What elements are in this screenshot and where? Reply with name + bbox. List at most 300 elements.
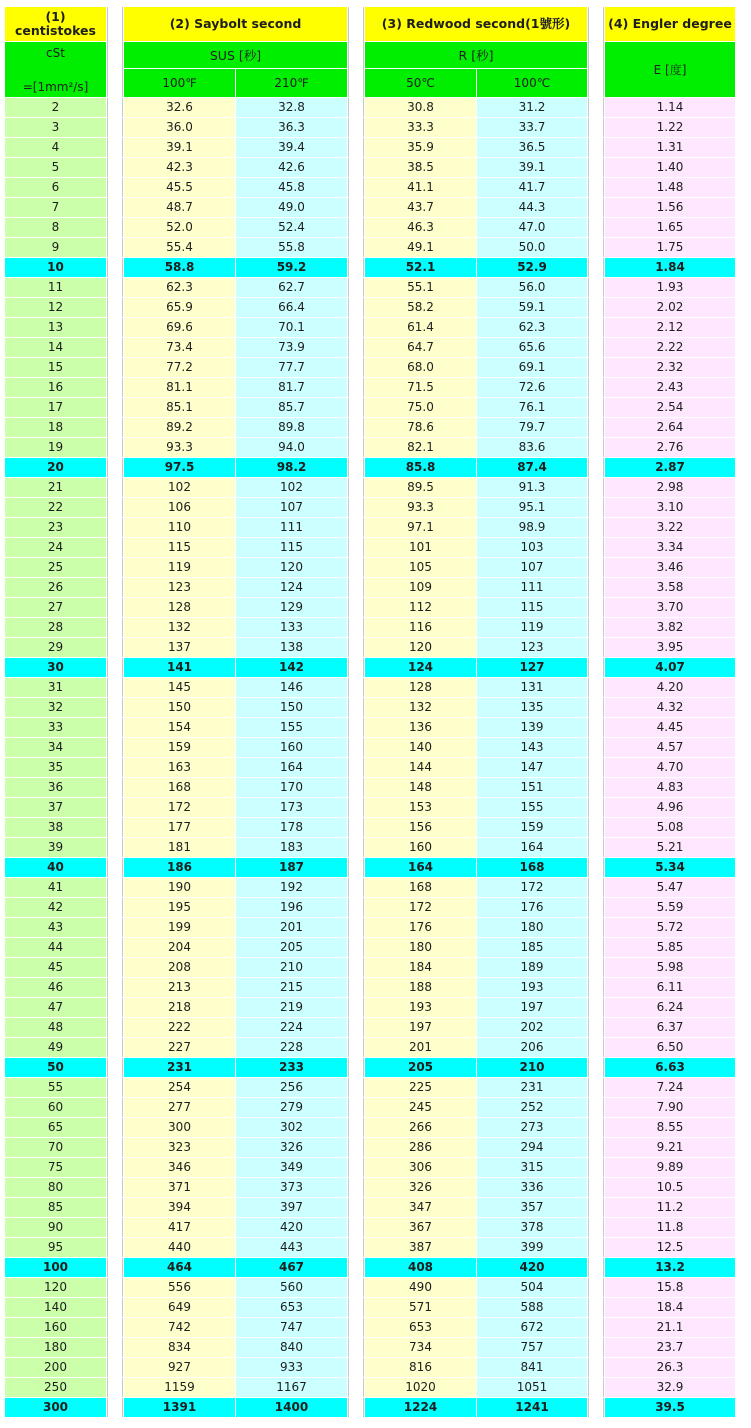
table-row: [5, 1258, 735, 1277]
cell-redwood-100c: 420: [477, 1258, 587, 1277]
cell-redwood-50c: 105: [365, 558, 476, 577]
column-separator: [588, 1038, 604, 1057]
cell-saybolt-210f: 183: [236, 838, 347, 857]
cell-redwood-100c: 135: [477, 698, 587, 717]
cell-redwood-50c: 408: [365, 1258, 476, 1277]
cell-cst: 65: [5, 1118, 106, 1137]
column-separator: [348, 418, 364, 437]
cell-saybolt-210f: 560: [236, 1278, 347, 1297]
column-separator: [107, 618, 123, 637]
cell-saybolt-210f: 196: [236, 898, 347, 917]
column-separator: [107, 938, 123, 957]
cell-redwood-50c: 172: [365, 898, 476, 917]
cell-engler: 15.8: [605, 1278, 735, 1297]
column-separator: [107, 1298, 123, 1317]
cell-saybolt-210f: 77.7: [236, 358, 347, 377]
column-separator: [588, 518, 604, 537]
column-separator: [107, 1318, 123, 1337]
column-separator: [588, 938, 604, 957]
column-separator: [348, 578, 364, 597]
cell-redwood-100c: 143: [477, 738, 587, 757]
header-centistokes-title: centistokes: [15, 23, 96, 38]
cell-redwood-50c: 49.1: [365, 238, 476, 257]
table-row: [5, 838, 735, 857]
column-separator: [107, 138, 123, 157]
cell-saybolt-210f: 228: [236, 1038, 347, 1057]
column-separator: [588, 118, 604, 137]
column-separator: [588, 978, 604, 997]
cell-redwood-100c: 176: [477, 898, 587, 917]
cell-redwood-50c: 490: [365, 1278, 476, 1297]
cell-redwood-50c: 1020: [365, 1378, 476, 1397]
cell-saybolt-100f: 213: [124, 978, 235, 997]
column-separator: [588, 998, 604, 1017]
cell-cst: 250: [5, 1378, 106, 1397]
table-row: [5, 1038, 735, 1057]
column-separator: [348, 978, 364, 997]
column-separator: [588, 798, 604, 817]
cell-saybolt-100f: 440: [124, 1238, 235, 1257]
cell-redwood-50c: 120: [365, 638, 476, 657]
column-separator: [588, 658, 604, 677]
cell-cst: 100: [5, 1258, 106, 1277]
table-row: [5, 438, 735, 457]
cell-saybolt-100f: 742: [124, 1318, 235, 1337]
column-separator: [588, 698, 604, 717]
column-separator: [348, 598, 364, 617]
cell-redwood-100c: 252: [477, 1098, 587, 1117]
cell-engler: 1.22: [605, 118, 735, 137]
cell-redwood-100c: 180: [477, 918, 587, 937]
cell-redwood-100c: 72.6: [477, 378, 587, 397]
table-row: [5, 718, 735, 737]
column-separator: [588, 1378, 604, 1397]
column-separator: [588, 1218, 604, 1237]
cell-saybolt-100f: 231: [124, 1058, 235, 1077]
cell-saybolt-100f: 81.1: [124, 378, 235, 397]
cell-engler: 4.20: [605, 678, 735, 697]
cell-saybolt-210f: 129: [236, 598, 347, 617]
cell-saybolt-210f: 52.4: [236, 218, 347, 237]
cell-saybolt-100f: 42.3: [124, 158, 235, 177]
column-separator: [348, 258, 364, 277]
cell-engler: 1.48: [605, 178, 735, 197]
cell-redwood-100c: 91.3: [477, 478, 587, 497]
column-separator: [107, 1118, 123, 1137]
cell-saybolt-210f: 1167: [236, 1378, 347, 1397]
column-separator: [107, 378, 123, 397]
cell-engler: 1.56: [605, 198, 735, 217]
cell-cst: 35: [5, 758, 106, 777]
cell-redwood-50c: 109: [365, 578, 476, 597]
cell-cst: 40: [5, 858, 106, 877]
table-row: [5, 1178, 735, 1197]
cell-cst: 10: [5, 258, 106, 277]
cell-redwood-100c: 56.0: [477, 278, 587, 297]
column-separator: [588, 1338, 604, 1357]
cell-cst: 85: [5, 1198, 106, 1217]
table-row: [5, 398, 735, 417]
column-separator: [348, 478, 364, 497]
cell-engler: 3.46: [605, 558, 735, 577]
table-row: [5, 1118, 735, 1137]
column-separator: [107, 1138, 123, 1157]
column-separator: [348, 7, 364, 97]
column-separator: [588, 638, 604, 657]
cell-saybolt-100f: 128: [124, 598, 235, 617]
cell-redwood-100c: 197: [477, 998, 587, 1017]
cell-saybolt-210f: 443: [236, 1238, 347, 1257]
cell-redwood-50c: 78.6: [365, 418, 476, 437]
cell-redwood-50c: 164: [365, 858, 476, 877]
column-separator: [107, 778, 123, 797]
column-separator: [348, 1018, 364, 1037]
cell-redwood-100c: 672: [477, 1318, 587, 1337]
cell-redwood-50c: 367: [365, 1218, 476, 1237]
table-row: [5, 818, 735, 837]
cell-saybolt-210f: 302: [236, 1118, 347, 1137]
cell-cst: 2: [5, 98, 106, 117]
cell-redwood-100c: 336: [477, 1178, 587, 1197]
column-separator: [588, 598, 604, 617]
column-separator: [348, 118, 364, 137]
cell-redwood-50c: 64.7: [365, 338, 476, 357]
table-row: [5, 1238, 735, 1257]
cell-engler: 4.57: [605, 738, 735, 757]
column-separator: [107, 338, 123, 357]
cell-redwood-50c: 160: [365, 838, 476, 857]
cell-cst: 7: [5, 198, 106, 217]
column-separator: [107, 1078, 123, 1097]
column-separator: [107, 858, 123, 877]
cell-cst: 37: [5, 798, 106, 817]
column-separator: [107, 1018, 123, 1037]
cell-engler: 7.90: [605, 1098, 735, 1117]
column-separator: [107, 98, 123, 117]
cell-saybolt-210f: 192: [236, 878, 347, 897]
column-separator: [348, 838, 364, 857]
cell-cst: 26: [5, 578, 106, 597]
cell-redwood-100c: 231: [477, 1078, 587, 1097]
cell-redwood-50c: 41.1: [365, 178, 476, 197]
cell-saybolt-100f: 277: [124, 1098, 235, 1117]
column-separator: [107, 418, 123, 437]
table-row: [5, 1298, 735, 1317]
column-separator: [588, 758, 604, 777]
cell-saybolt-100f: 190: [124, 878, 235, 897]
column-separator: [588, 498, 604, 517]
cell-redwood-50c: 46.3: [365, 218, 476, 237]
column-separator: [588, 918, 604, 937]
viscosity-conversion-table: [4, 6, 736, 1418]
cell-redwood-50c: 132: [365, 698, 476, 717]
table-row: [5, 658, 735, 677]
cell-saybolt-100f: 69.6: [124, 318, 235, 337]
cell-redwood-100c: 103: [477, 538, 587, 557]
cell-redwood-100c: 399: [477, 1238, 587, 1257]
cell-redwood-100c: 315: [477, 1158, 587, 1177]
cell-saybolt-100f: 110: [124, 518, 235, 537]
cell-cst: 90: [5, 1218, 106, 1237]
column-separator: [348, 458, 364, 477]
table-row: [5, 1278, 735, 1297]
cell-redwood-100c: 127: [477, 658, 587, 677]
table-row: [5, 758, 735, 777]
header-cst-unit-top: cSt: [46, 46, 65, 60]
cell-engler: 4.70: [605, 758, 735, 777]
cell-engler: 3.82: [605, 618, 735, 637]
cell-cst: 120: [5, 1278, 106, 1297]
column-separator: [588, 1318, 604, 1337]
cell-cst: 22: [5, 498, 106, 517]
cell-redwood-100c: 151: [477, 778, 587, 797]
cell-redwood-100c: 47.0: [477, 218, 587, 237]
cell-saybolt-100f: 77.2: [124, 358, 235, 377]
cell-engler: 2.54: [605, 398, 735, 417]
cell-cst: 16: [5, 378, 106, 397]
column-separator: [588, 1238, 604, 1257]
header-cst-unit: [5, 42, 106, 97]
table-row: [5, 178, 735, 197]
column-separator: [107, 178, 123, 197]
cell-redwood-100c: 273: [477, 1118, 587, 1137]
cell-cst: 13: [5, 318, 106, 337]
column-separator: [107, 298, 123, 317]
header-saybolt-210f: 210℉: [236, 69, 347, 97]
column-separator: [348, 1098, 364, 1117]
cell-engler: 21.1: [605, 1318, 735, 1337]
column-separator: [107, 358, 123, 377]
cell-redwood-100c: 52.9: [477, 258, 587, 277]
cell-redwood-100c: 95.1: [477, 498, 587, 517]
cell-redwood-50c: 1224: [365, 1398, 476, 1417]
cell-engler: 4.07: [605, 658, 735, 677]
column-separator: [107, 798, 123, 817]
cell-engler: 2.43: [605, 378, 735, 397]
header-centistokes-number: (1): [45, 9, 66, 24]
cell-engler: 8.55: [605, 1118, 735, 1137]
cell-cst: 4: [5, 138, 106, 157]
column-separator: [107, 398, 123, 417]
cell-cst: 140: [5, 1298, 106, 1317]
column-separator: [107, 258, 123, 277]
cell-engler: 11.8: [605, 1218, 735, 1237]
column-separator: [107, 558, 123, 577]
cell-saybolt-100f: 346: [124, 1158, 235, 1177]
column-separator: [588, 1278, 604, 1297]
cell-saybolt-100f: 48.7: [124, 198, 235, 217]
cell-saybolt-210f: 98.2: [236, 458, 347, 477]
column-separator: [348, 1278, 364, 1297]
cell-engler: 3.22: [605, 518, 735, 537]
column-separator: [348, 98, 364, 117]
cell-saybolt-210f: 349: [236, 1158, 347, 1177]
cell-redwood-50c: 116: [365, 618, 476, 637]
column-separator: [348, 278, 364, 297]
cell-redwood-100c: 41.7: [477, 178, 587, 197]
column-separator: [588, 1198, 604, 1217]
cell-engler: 9.89: [605, 1158, 735, 1177]
cell-saybolt-100f: 145: [124, 678, 235, 697]
header-centistokes: [5, 7, 106, 41]
cell-saybolt-210f: 210: [236, 958, 347, 977]
cell-cst: 43: [5, 918, 106, 937]
cell-redwood-50c: 201: [365, 1038, 476, 1057]
cell-redwood-100c: 172: [477, 878, 587, 897]
cell-redwood-50c: 75.0: [365, 398, 476, 417]
cell-engler: 3.70: [605, 598, 735, 617]
cell-saybolt-100f: 199: [124, 918, 235, 937]
cell-engler: 13.2: [605, 1258, 735, 1277]
table-row: [5, 238, 735, 257]
column-separator: [348, 1298, 364, 1317]
cell-saybolt-100f: 186: [124, 858, 235, 877]
cell-saybolt-100f: 115: [124, 538, 235, 557]
cell-redwood-100c: 62.3: [477, 318, 587, 337]
column-separator: [588, 1118, 604, 1137]
column-separator: [348, 1378, 364, 1397]
column-separator: [348, 818, 364, 837]
column-separator: [588, 1138, 604, 1157]
cell-saybolt-100f: 254: [124, 1078, 235, 1097]
cell-saybolt-210f: 81.7: [236, 378, 347, 397]
cell-redwood-100c: 185: [477, 938, 587, 957]
cell-redwood-50c: 176: [365, 918, 476, 937]
table-row: [5, 1378, 735, 1397]
cell-saybolt-210f: 279: [236, 1098, 347, 1117]
column-separator: [348, 778, 364, 797]
column-separator: [107, 478, 123, 497]
cell-cst: 18: [5, 418, 106, 437]
cell-redwood-50c: 193: [365, 998, 476, 1017]
cell-saybolt-100f: 300: [124, 1118, 235, 1137]
cell-cst: 17: [5, 398, 106, 417]
cell-redwood-100c: 111: [477, 578, 587, 597]
table-row: [5, 138, 735, 157]
cell-engler: 1.84: [605, 258, 735, 277]
cell-engler: 3.34: [605, 538, 735, 557]
header-engler: (4) Engler degree: [605, 7, 735, 41]
table-row: [5, 1058, 735, 1077]
column-separator: [588, 238, 604, 257]
cell-redwood-100c: 206: [477, 1038, 587, 1057]
cell-saybolt-100f: 132: [124, 618, 235, 637]
table-row: [5, 878, 735, 897]
column-separator: [588, 1298, 604, 1317]
cell-saybolt-100f: 89.2: [124, 418, 235, 437]
cell-saybolt-210f: 747: [236, 1318, 347, 1337]
cell-saybolt-210f: 45.8: [236, 178, 347, 197]
table-row: [5, 998, 735, 1017]
column-separator: [348, 798, 364, 817]
cell-engler: 39.5: [605, 1398, 735, 1417]
cell-engler: 4.96: [605, 798, 735, 817]
cell-redwood-100c: 757: [477, 1338, 587, 1357]
cell-engler: 1.65: [605, 218, 735, 237]
cell-cst: 300: [5, 1398, 106, 1417]
cell-engler: 11.2: [605, 1198, 735, 1217]
cell-cst: 23: [5, 518, 106, 537]
cell-saybolt-210f: 55.8: [236, 238, 347, 257]
column-separator: [348, 738, 364, 757]
cell-redwood-50c: 245: [365, 1098, 476, 1117]
cell-saybolt-210f: 102: [236, 478, 347, 497]
column-separator: [107, 518, 123, 537]
cell-saybolt-210f: 170: [236, 778, 347, 797]
column-separator: [588, 778, 604, 797]
cell-cst: 42: [5, 898, 106, 917]
column-separator: [588, 158, 604, 177]
cell-saybolt-100f: 62.3: [124, 278, 235, 297]
column-separator: [588, 358, 604, 377]
cell-engler: 5.72: [605, 918, 735, 937]
column-separator: [107, 538, 123, 557]
column-separator: [107, 278, 123, 297]
cell-saybolt-210f: 187: [236, 858, 347, 877]
header-redwood: (3) Redwood second(1號形): [365, 7, 587, 41]
cell-saybolt-210f: 1400: [236, 1398, 347, 1417]
cell-redwood-50c: 156: [365, 818, 476, 837]
column-separator: [348, 718, 364, 737]
cell-saybolt-100f: 73.4: [124, 338, 235, 357]
cell-engler: 5.21: [605, 838, 735, 857]
cell-saybolt-210f: 146: [236, 678, 347, 697]
cell-engler: 2.32: [605, 358, 735, 377]
cell-redwood-50c: 101: [365, 538, 476, 557]
column-separator: [348, 958, 364, 977]
column-separator: [107, 978, 123, 997]
cell-engler: 5.34: [605, 858, 735, 877]
cell-cst: 55: [5, 1078, 106, 1097]
column-separator: [107, 958, 123, 977]
column-separator: [588, 378, 604, 397]
cell-cst: 29: [5, 638, 106, 657]
cell-cst: 41: [5, 878, 106, 897]
table-row: [5, 418, 735, 437]
cell-saybolt-210f: 42.6: [236, 158, 347, 177]
column-separator: [588, 98, 604, 117]
column-separator: [588, 318, 604, 337]
column-separator: [107, 318, 123, 337]
cell-redwood-50c: 286: [365, 1138, 476, 1157]
cell-cst: 27: [5, 598, 106, 617]
cell-saybolt-210f: 124: [236, 578, 347, 597]
column-separator: [348, 638, 364, 657]
column-separator: [588, 458, 604, 477]
header-cst-unit-bottom: =[1mm²/s]: [22, 80, 89, 94]
column-separator: [107, 1178, 123, 1197]
column-separator: [348, 1358, 364, 1377]
column-separator: [588, 198, 604, 217]
column-separator: [107, 578, 123, 597]
table-row: [5, 1018, 735, 1037]
column-separator: [107, 218, 123, 237]
column-separator: [348, 1138, 364, 1157]
table-row: [5, 578, 735, 597]
table-row: [5, 258, 735, 277]
column-separator: [107, 7, 123, 97]
column-separator: [588, 418, 604, 437]
cell-saybolt-100f: 55.4: [124, 238, 235, 257]
cell-saybolt-100f: 137: [124, 638, 235, 657]
cell-saybolt-100f: 177: [124, 818, 235, 837]
column-separator: [588, 1078, 604, 1097]
cell-redwood-100c: 65.6: [477, 338, 587, 357]
cell-cst: 14: [5, 338, 106, 357]
column-separator: [348, 698, 364, 717]
cell-saybolt-210f: 219: [236, 998, 347, 1017]
cell-saybolt-100f: 106: [124, 498, 235, 517]
